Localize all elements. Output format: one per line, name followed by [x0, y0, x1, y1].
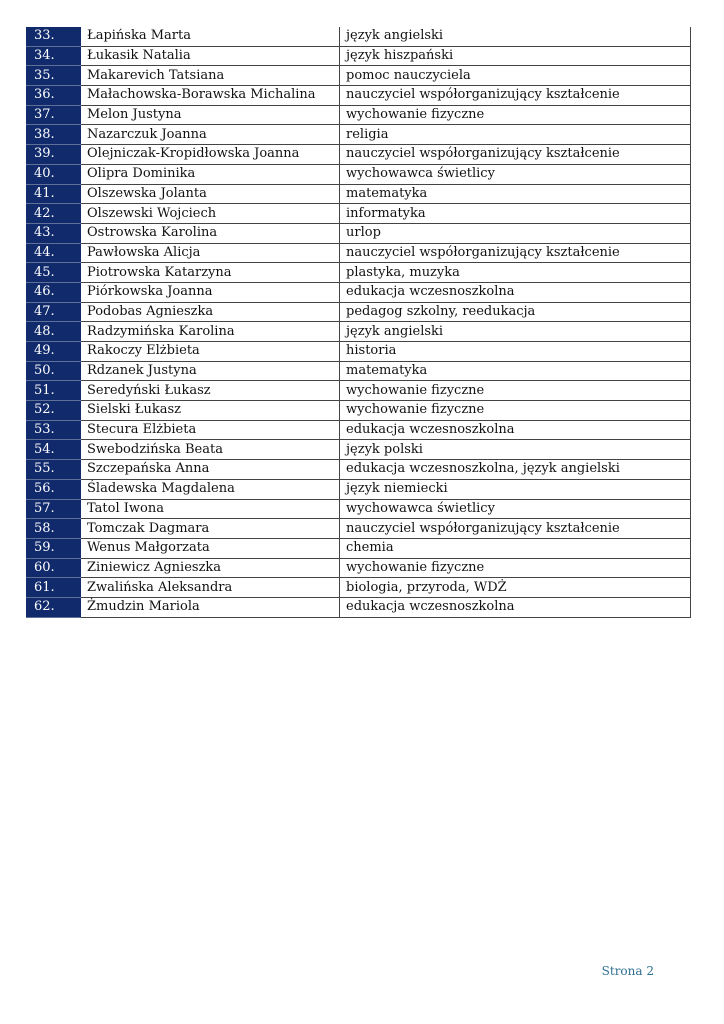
table-row — [27, 558, 691, 578]
teacher-subject: nauczyciel współorganizujący kształcenie — [340, 86, 691, 106]
teacher-subject: informatyka — [340, 204, 691, 224]
table-row — [27, 66, 691, 86]
row-number: 49. — [27, 342, 81, 362]
teacher-name: Pawłowska Alicja — [81, 243, 340, 263]
teacher-subject: matematyka — [340, 361, 691, 381]
teacher-name: Ostrowska Karolina — [81, 223, 340, 243]
table-row — [27, 125, 691, 145]
row-number: 40. — [27, 164, 81, 184]
row-number: 42. — [27, 204, 81, 224]
teacher-subject: historia — [340, 342, 691, 362]
teacher-subject: edukacja wczesnoszkolna, język angielski — [340, 460, 691, 480]
table-row — [27, 302, 691, 322]
teacher-subject: nauczyciel współorganizujący kształcenie — [340, 519, 691, 539]
table-row — [27, 342, 691, 362]
teacher-subject: matematyka — [340, 184, 691, 204]
table-row — [27, 27, 691, 46]
teacher-subject: wychowawca świetlicy — [340, 164, 691, 184]
table-row — [27, 164, 691, 184]
teacher-subject: wychowanie fizyczne — [340, 558, 691, 578]
row-number: 58. — [27, 519, 81, 539]
row-number: 55. — [27, 460, 81, 480]
teacher-name: Żmudzin Mariola — [81, 597, 340, 617]
teacher-subject: nauczyciel współorganizujący kształcenie — [340, 243, 691, 263]
table-row — [27, 86, 691, 106]
staff-table-body — [27, 27, 691, 617]
teacher-name: Tatol Iwona — [81, 499, 340, 519]
table-row — [27, 184, 691, 204]
row-number: 48. — [27, 322, 81, 342]
row-number: 57. — [27, 499, 81, 519]
teacher-name: Tomczak Dagmara — [81, 519, 340, 539]
row-number: 44. — [27, 243, 81, 263]
staff-table — [26, 27, 691, 618]
row-number: 51. — [27, 381, 81, 401]
row-number: 43. — [27, 223, 81, 243]
teacher-name: Melon Justyna — [81, 105, 340, 125]
table-row — [27, 499, 691, 519]
teacher-subject: urlop — [340, 223, 691, 243]
table-row — [27, 401, 691, 421]
teacher-subject: plastyka, muzyka — [340, 263, 691, 283]
table-row — [27, 519, 691, 539]
row-number: 37. — [27, 105, 81, 125]
teacher-name: Sielski Łukasz — [81, 401, 340, 421]
teacher-subject: edukacja wczesnoszkolna — [340, 420, 691, 440]
table-row — [27, 440, 691, 460]
teacher-subject: pedagog szkolny, reedukacja — [340, 302, 691, 322]
teacher-name: Śladewska Magdalena — [81, 479, 340, 499]
table-row — [27, 145, 691, 165]
teacher-name: Swebodzińska Beata — [81, 440, 340, 460]
row-number: 34. — [27, 46, 81, 66]
table-row — [27, 243, 691, 263]
row-number: 38. — [27, 125, 81, 145]
teacher-subject: wychowanie fizyczne — [340, 105, 691, 125]
row-number: 60. — [27, 558, 81, 578]
teacher-name: Seredyński Łukasz — [81, 381, 340, 401]
table-row — [27, 282, 691, 302]
row-number: 33. — [27, 27, 81, 46]
teacher-name: Olszewska Jolanta — [81, 184, 340, 204]
teacher-subject: wychowawca świetlicy — [340, 499, 691, 519]
teacher-subject: edukacja wczesnoszkolna — [340, 597, 691, 617]
teacher-name: Łapińska Marta — [81, 27, 340, 46]
teacher-subject: edukacja wczesnoszkolna — [340, 282, 691, 302]
teacher-name: Olszewski Wojciech — [81, 204, 340, 224]
teacher-subject: pomoc nauczyciela — [340, 66, 691, 86]
teacher-subject: język angielski — [340, 322, 691, 342]
teacher-subject: wychowanie fizyczne — [340, 401, 691, 421]
table-row — [27, 46, 691, 66]
row-number: 45. — [27, 263, 81, 283]
teacher-name: Łukasik Natalia — [81, 46, 340, 66]
teacher-subject: wychowanie fizyczne — [340, 381, 691, 401]
row-number: 61. — [27, 578, 81, 598]
row-number: 41. — [27, 184, 81, 204]
teacher-name: Zwalińska Aleksandra — [81, 578, 340, 598]
teacher-subject: nauczyciel współorganizujący kształcenie — [340, 145, 691, 165]
teacher-name: Piotrowska Katarzyna — [81, 263, 340, 283]
table-row — [27, 597, 691, 617]
teacher-name: Rakoczy Elżbieta — [81, 342, 340, 362]
table-row — [27, 322, 691, 342]
teacher-name: Olejniczak-Kropidłowska Joanna — [81, 145, 340, 165]
row-number: 53. — [27, 420, 81, 440]
teacher-subject: język angielski — [340, 27, 691, 46]
teacher-name: Makarevich Tatsiana — [81, 66, 340, 86]
teacher-subject: religia — [340, 125, 691, 145]
table-row — [27, 263, 691, 283]
teacher-name: Ziniewicz Agnieszka — [81, 558, 340, 578]
table-row — [27, 460, 691, 480]
table-row — [27, 578, 691, 598]
row-number: 62. — [27, 597, 81, 617]
table-row — [27, 204, 691, 224]
teacher-subject: język niemiecki — [340, 479, 691, 499]
row-number: 52. — [27, 401, 81, 421]
teacher-name: Wenus Małgorzata — [81, 538, 340, 558]
row-number: 47. — [27, 302, 81, 322]
row-number: 46. — [27, 282, 81, 302]
page-number: Strona 2 — [601, 964, 654, 978]
table-row — [27, 381, 691, 401]
table-row — [27, 105, 691, 125]
table-row — [27, 538, 691, 558]
teacher-name: Piórkowska Joanna — [81, 282, 340, 302]
row-number: 54. — [27, 440, 81, 460]
row-number: 36. — [27, 86, 81, 106]
row-number: 59. — [27, 538, 81, 558]
teacher-name: Małachowska-Borawska Michalina — [81, 86, 340, 106]
row-number: 35. — [27, 66, 81, 86]
teacher-name: Olipra Dominika — [81, 164, 340, 184]
table-row — [27, 479, 691, 499]
teacher-subject: język polski — [340, 440, 691, 460]
table-row — [27, 420, 691, 440]
table-row — [27, 223, 691, 243]
teacher-subject: język hiszpański — [340, 46, 691, 66]
row-number: 56. — [27, 479, 81, 499]
teacher-name: Radzymińska Karolina — [81, 322, 340, 342]
table-row — [27, 361, 691, 381]
teacher-name: Szczepańska Anna — [81, 460, 340, 480]
row-number: 39. — [27, 145, 81, 165]
teacher-name: Stecura Elżbieta — [81, 420, 340, 440]
teacher-name: Nazarczuk Joanna — [81, 125, 340, 145]
teacher-name: Rdzanek Justyna — [81, 361, 340, 381]
teacher-subject: biologia, przyroda, WDŻ — [340, 578, 691, 598]
row-number: 50. — [27, 361, 81, 381]
teacher-name: Podobas Agnieszka — [81, 302, 340, 322]
teacher-subject: chemia — [340, 538, 691, 558]
